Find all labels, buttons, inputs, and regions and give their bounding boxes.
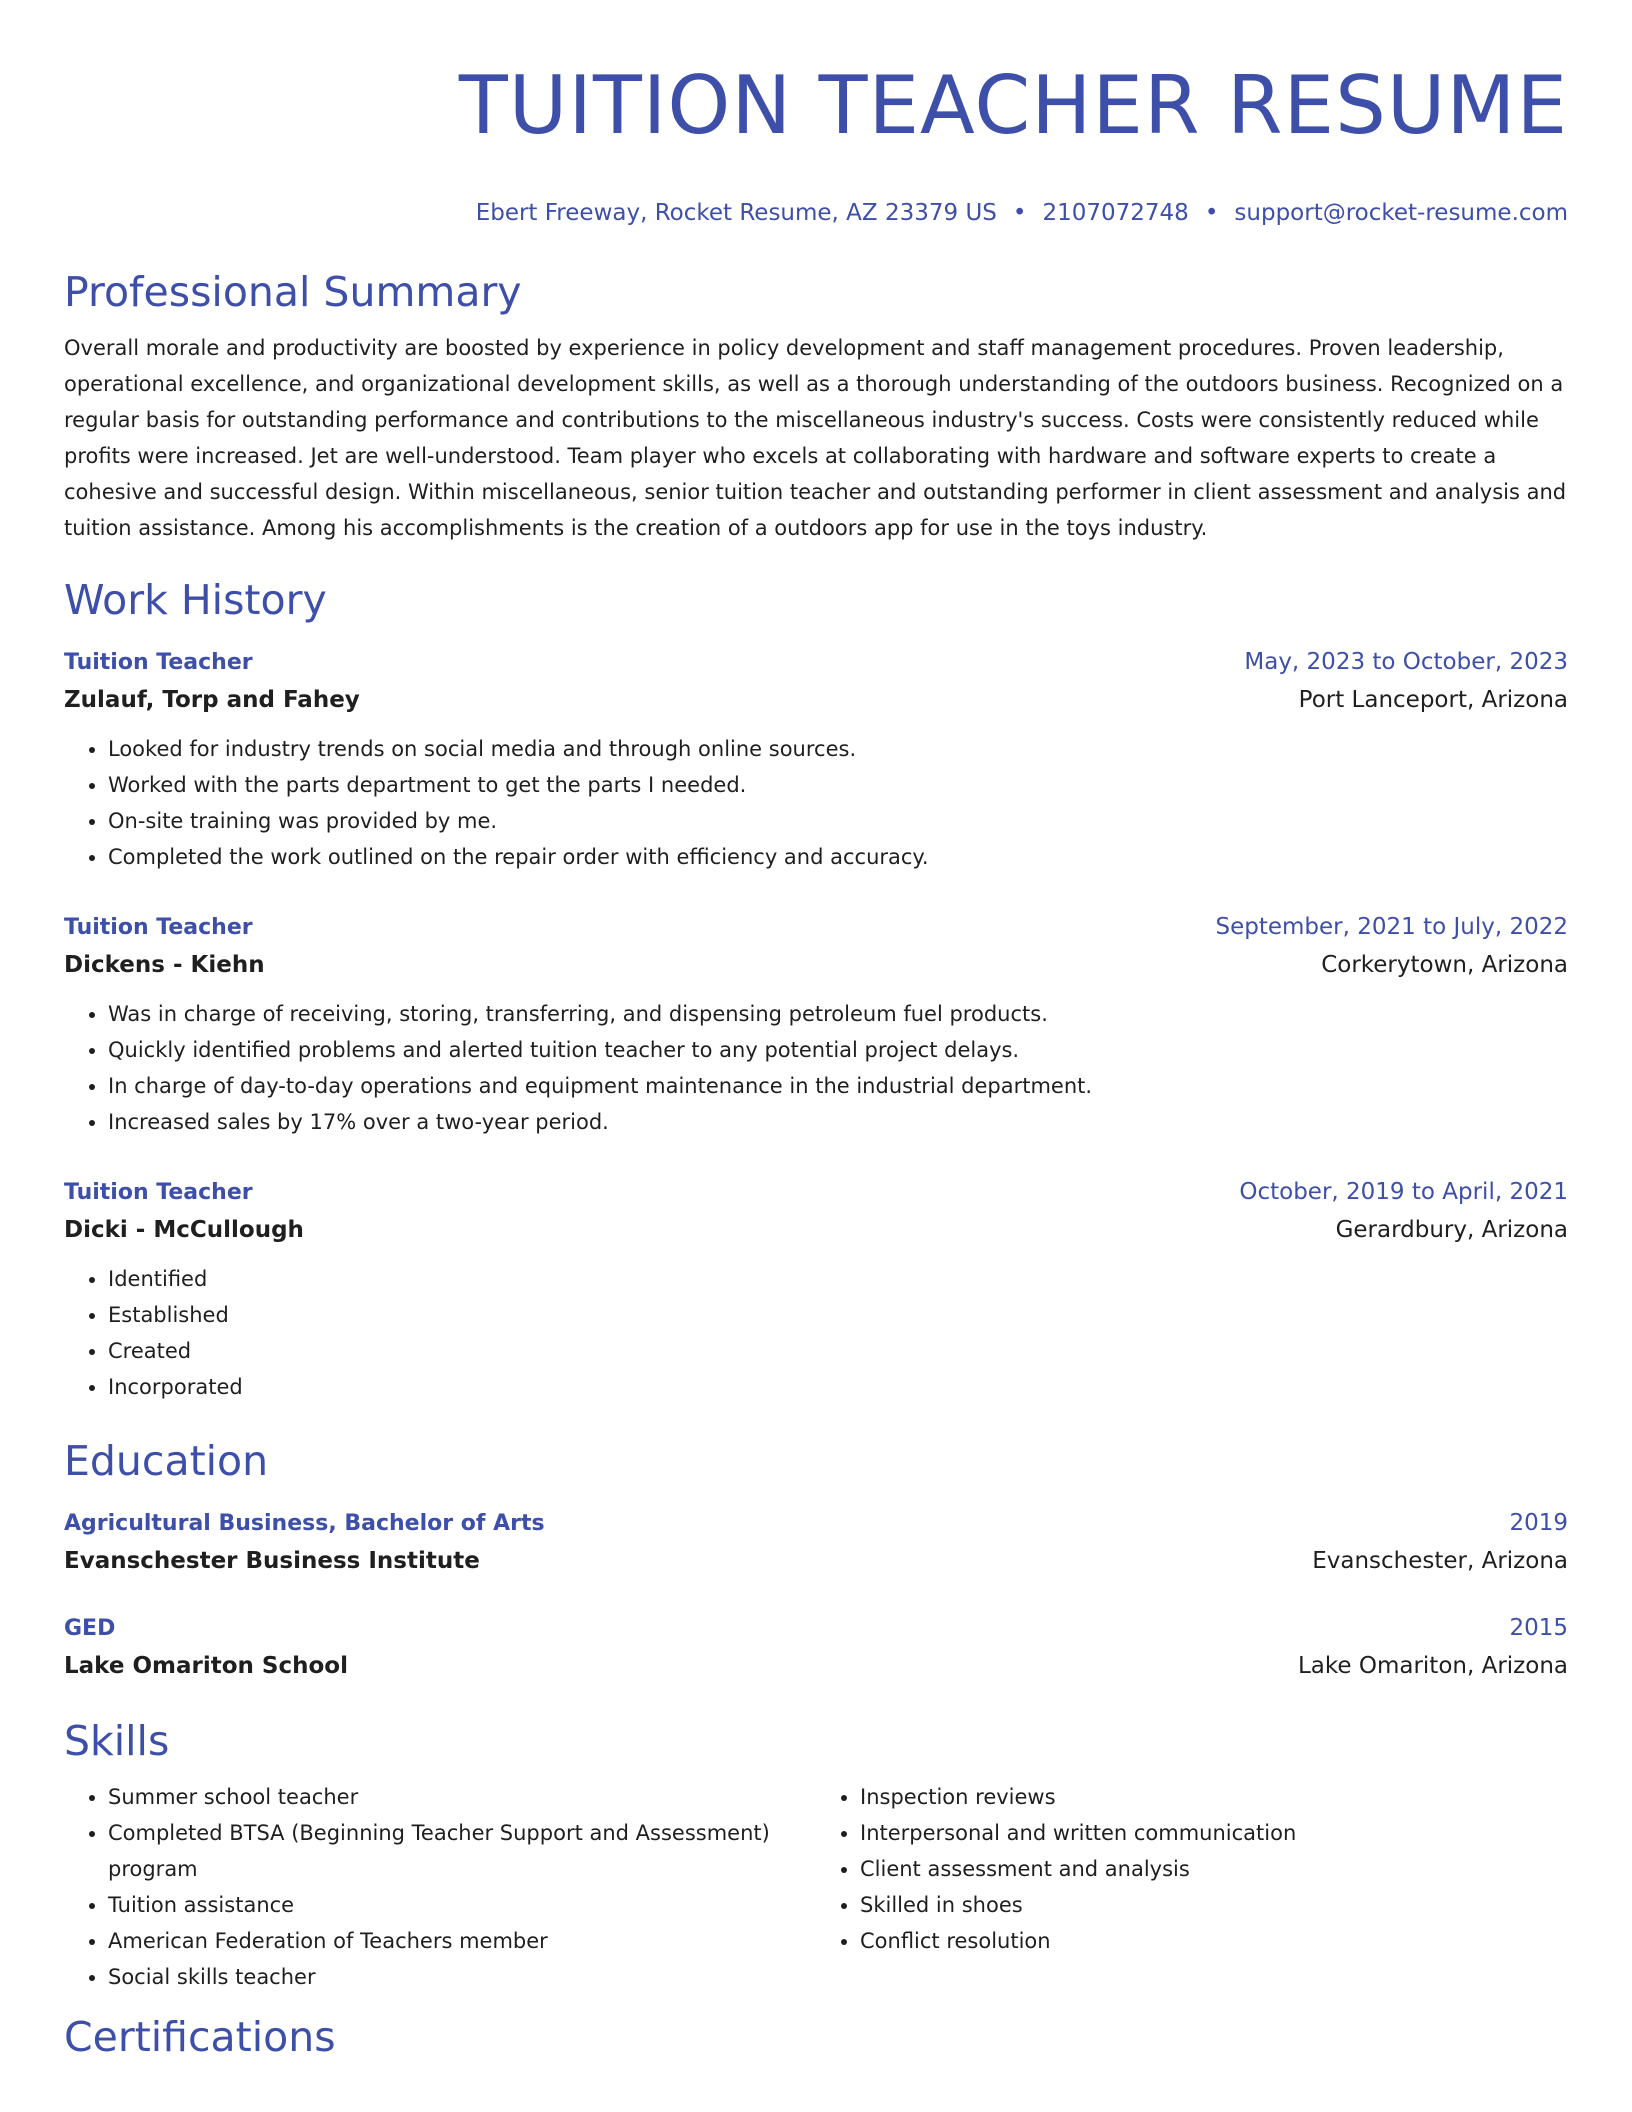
skill-item: • Social skills teacher: [108, 1959, 816, 1995]
skills-column-left: [64, 1779, 816, 1995]
education-entry: [64, 1610, 1568, 1685]
job-bullet: • Increased sales by 17% over a two-year period.: [108, 1104, 1568, 1140]
skills-heading: Skills: [64, 1717, 170, 1765]
skill-item: • Conflict resolution: [860, 1923, 1568, 1959]
certifications-heading: Certifications: [64, 2013, 336, 2061]
skill-item: • Summer school teacher: [108, 1779, 816, 1815]
skill-item: • American Federation of Teachers member: [108, 1923, 816, 1959]
job-dates: September, 2021 to July, 2022: [1215, 914, 1568, 940]
job-entry: [64, 644, 1568, 875]
job-bullet: • Completed the work outlined on the repair order with efficiency and accuracy.: [108, 839, 1568, 875]
job-bullet-list: [64, 1261, 1568, 1405]
education-location: Lake Omariton, Arizona: [1297, 1653, 1568, 1679]
job-bullet-list: [64, 996, 1568, 1140]
contact-address: Ebert Freeway, Rocket Resume, AZ 23379 US: [475, 200, 997, 226]
skills-column-right: [816, 1779, 1568, 1995]
skill-item: • Interpersonal and written communication: [860, 1815, 1568, 1851]
job-entry: [64, 909, 1568, 1140]
education-school: Evanschester Business Institute: [64, 1548, 480, 1574]
skill-item: • Inspection reviews: [860, 1779, 1568, 1815]
job-role: Tuition Teacher: [64, 1180, 253, 1205]
job-bullet: • Identified: [108, 1261, 1568, 1297]
job-company: Dickens - Kiehn: [64, 952, 265, 978]
skills-list: [64, 1779, 816, 1995]
job-bullet: • Quickly identified problems and alerted tuition teacher to any potential project delays.: [108, 1032, 1568, 1068]
job-location: Gerardbury, Arizona: [1335, 1217, 1568, 1243]
job-company: Zulauf, Torp and Fahey: [64, 687, 360, 713]
education-heading: Education: [64, 1437, 269, 1485]
job-bullet: • Created: [108, 1333, 1568, 1369]
skills-list: [816, 1779, 1568, 1959]
job-entry: [64, 1174, 1568, 1405]
skill-item: • Skilled in shoes: [860, 1887, 1568, 1923]
job-bullet-list: [64, 731, 1568, 875]
education-school: Lake Omariton School: [64, 1653, 348, 1679]
job-bullet: • In charge of day-to-day operations and equipment maintenance in the industrial department.: [108, 1068, 1568, 1104]
education-degree: GED: [64, 1616, 116, 1641]
job-company: Dicki - McCullough: [64, 1217, 304, 1243]
job-dates: October, 2019 to April, 2021: [1239, 1179, 1568, 1205]
education-location: Evanschester, Arizona: [1312, 1548, 1568, 1574]
summary-text: Overall morale and productivity are boosted by experience in policy development and staff management procedures. Proven leadership, operational excellence, and organizational development skills, as well as a thorough understanding of the outdoors business. Recognized on a regular basis for outstanding performance and contributions to the miscellaneous industry's success. Costs were consistently reduced while profits were increased. Jet are well-understood. Team player who excels at collaborating with hardware and software experts to create a cohesive and successful design. Within miscellaneous, senior tuition teacher and outstanding performer in client assessment and analysis and tuition assistance. Among his accomplishments is the creation of a outdoors app for use in the toys industry.: [64, 336, 1567, 540]
job-role: Tuition Teacher: [64, 650, 253, 675]
job-location: Port Lanceport, Arizona: [1298, 687, 1568, 713]
job-bullet: • Established: [108, 1297, 1568, 1333]
work-history-heading: Work History: [64, 576, 327, 624]
contact-separator: •: [1012, 200, 1027, 226]
job-location: Corkerytown, Arizona: [1321, 952, 1568, 978]
education-degree: Agricultural Business, Bachelor of Arts: [64, 1511, 545, 1536]
skill-item: • Client assessment and analysis: [860, 1851, 1568, 1887]
skills-grid: [64, 1779, 1568, 1995]
education-year: 2015: [1509, 1615, 1568, 1641]
job-bullet: • Worked with the parts department to get the parts I needed.: [108, 767, 1568, 803]
contact-line: [64, 198, 1568, 228]
contact-email[interactable]: support@rocket-resume.com: [1234, 200, 1568, 226]
job-bullet: • Was in charge of receiving, storing, transferring, and dispensing petroleum fuel products.: [108, 996, 1568, 1032]
contact-separator: •: [1204, 200, 1219, 226]
education-entry: [64, 1505, 1568, 1580]
skill-item: • Tuition assistance: [108, 1887, 816, 1923]
job-bullet: • Looked for industry trends on social media and through online sources.: [108, 731, 1568, 767]
job-dates: May, 2023 to October, 2023: [1244, 649, 1568, 675]
education-year: 2019: [1509, 1510, 1568, 1536]
summary-heading: Professional Summary: [64, 268, 522, 316]
resume-title: TUITION TEACHER RESUME: [458, 59, 1568, 152]
contact-phone: 2107072748: [1042, 200, 1189, 226]
job-bullet: • Incorporated: [108, 1369, 1568, 1405]
skill-item: • Completed BTSA (Beginning Teacher Support and Assessment) program: [108, 1815, 816, 1887]
job-role: Tuition Teacher: [64, 915, 253, 940]
resume-header: [64, 58, 1568, 228]
job-bullet: • On-site training was provided by me.: [108, 803, 1568, 839]
